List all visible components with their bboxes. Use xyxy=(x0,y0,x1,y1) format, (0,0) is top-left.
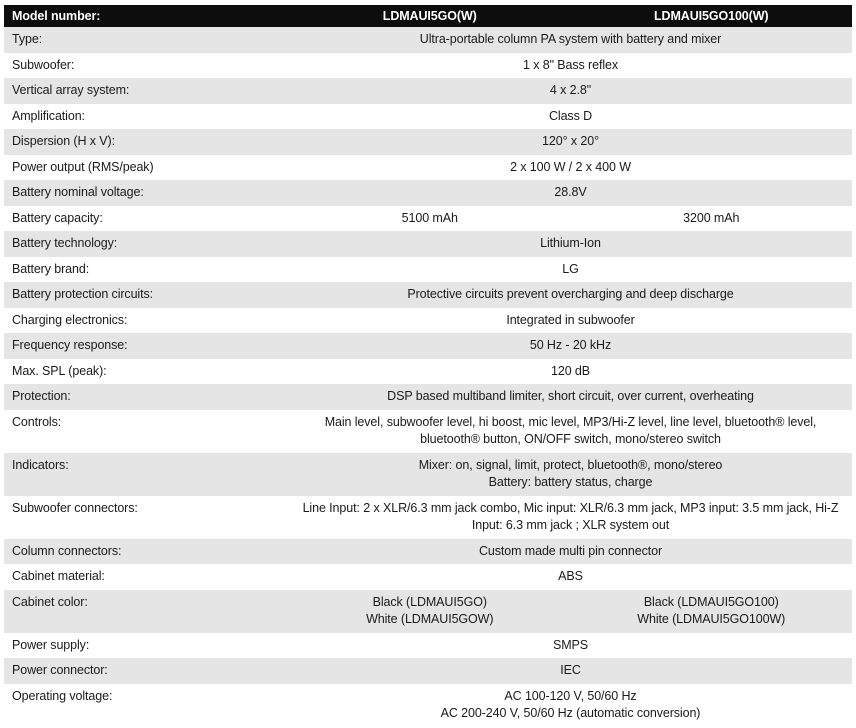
table-row xyxy=(4,633,852,659)
table-row xyxy=(4,27,852,53)
spec-label: Type: xyxy=(12,32,43,46)
spec-value-line: Class D xyxy=(548,108,593,123)
spec-label: Power output (RMS/peak) xyxy=(12,159,154,174)
spec-value xyxy=(289,82,852,100)
header-model-2: LDMAUI5GO100(W) xyxy=(654,9,769,23)
spec-value xyxy=(289,337,852,355)
spec-value-line: Ultra-portable column PA system with battery and mixer xyxy=(419,32,722,46)
table-row xyxy=(4,658,852,684)
spec-value-line: Protective circuits prevent overcharging and deep discharge xyxy=(407,287,734,301)
spec-label: Amplification: xyxy=(12,108,85,123)
table-row xyxy=(4,155,852,181)
table-row xyxy=(4,333,852,359)
spec-label: Frequency response: xyxy=(12,338,128,352)
spec-value-line: Mixer: on, signal, limit, protect, bluetooth®, mono/stereo xyxy=(418,457,723,472)
spec-value xyxy=(571,594,853,629)
spec-value-line: Main level, subwoofer level, hi boost, mic level, MP3/Hi-Z level, line level, bluetooth® level, xyxy=(324,414,817,429)
table-row xyxy=(4,282,852,308)
spec-value-line: IEC xyxy=(560,663,581,677)
table-row xyxy=(4,453,852,496)
table-row xyxy=(4,206,852,232)
spec-value-line: White (LDMAUI5GOW) xyxy=(366,612,494,626)
spec-value xyxy=(289,31,852,49)
spec-value-line: Input: 6.3 mm jack ; XLR system out xyxy=(471,518,670,532)
spec-label: Cabinet material: xyxy=(12,569,105,583)
spec-value-line: 120° x 20° xyxy=(542,134,599,148)
spec-value xyxy=(289,637,852,655)
spec-label: Battery technology: xyxy=(12,236,118,250)
header-model-number-label: Model number: xyxy=(12,9,101,23)
spec-value-line: DSP based multiband limiter, short circuit, over current, overheating xyxy=(387,389,754,403)
spec-label: Column connectors: xyxy=(12,543,122,558)
table-row xyxy=(4,684,852,727)
spec-value xyxy=(289,414,852,449)
spec-value xyxy=(289,662,852,680)
spec-value-line: Lithium-Ion xyxy=(540,236,601,250)
spec-table-body xyxy=(4,27,852,727)
spec-label: Battery brand: xyxy=(12,261,90,276)
table-row xyxy=(4,496,852,539)
table-row xyxy=(4,564,852,590)
spec-label: Subwoofer: xyxy=(12,57,75,72)
spec-value xyxy=(289,133,852,151)
spec-value xyxy=(289,312,852,330)
spec-value-line: Black (LDMAUI5GO) xyxy=(372,594,487,609)
spec-value-line: AC 100-120 V, 50/60 Hz xyxy=(504,688,637,703)
spec-value-line: AC 200-240 V, 50/60 Hz (automatic conversion) xyxy=(440,706,701,720)
spec-value-line: White (LDMAUI5GO100W) xyxy=(637,612,786,626)
spec-value-line: 1 x 8" Bass reflex xyxy=(522,57,619,72)
spec-value-line: Battery: battery status, charge xyxy=(488,475,653,489)
spec-value-line: 2 x 100 W / 2 x 400 W xyxy=(510,159,631,174)
spec-value-line: 50 Hz - 20 kHz xyxy=(529,338,612,352)
spec-value-line: 120 dB xyxy=(550,363,591,378)
spec-value xyxy=(289,363,852,381)
table-header-row xyxy=(4,5,852,27)
spec-value xyxy=(289,457,852,492)
spec-label: Battery protection circuits: xyxy=(12,287,154,301)
spec-value-line: Black (LDMAUI5GO100) xyxy=(643,594,779,609)
spec-value xyxy=(289,159,852,177)
spec-value-line: ABS xyxy=(558,569,583,583)
spec-value xyxy=(289,286,852,304)
spec-value xyxy=(571,210,853,228)
spec-value-line: 5100 mAh xyxy=(401,210,458,225)
spec-label: Vertical array system: xyxy=(12,83,130,97)
table-row xyxy=(4,78,852,104)
table-row xyxy=(4,257,852,283)
spec-label: Charging electronics: xyxy=(12,312,128,327)
spec-value xyxy=(289,688,852,723)
spec-value xyxy=(289,57,852,75)
spec-value-line: 28.8V xyxy=(554,185,587,199)
spec-value xyxy=(289,500,852,535)
spec-value-line: Integrated in subwoofer xyxy=(506,312,635,327)
spec-label: Dispersion (H x V): xyxy=(12,134,115,148)
spec-label: Protection: xyxy=(12,389,71,403)
spec-label: Indicators: xyxy=(12,457,69,472)
spec-label: Battery capacity: xyxy=(12,210,103,225)
spec-value-line: LG xyxy=(562,261,579,276)
table-row xyxy=(4,180,852,206)
spec-value xyxy=(289,594,571,629)
spec-label: Cabinet color: xyxy=(12,594,88,609)
spec-label: Battery nominal voltage: xyxy=(12,185,144,199)
spec-label: Power connector: xyxy=(12,663,108,677)
spec-value-line: 4 x 2.8" xyxy=(549,83,592,97)
table-row xyxy=(4,590,852,633)
spec-value xyxy=(289,261,852,279)
spec-value xyxy=(289,235,852,253)
spec-value-line: Custom made multi pin connector xyxy=(478,543,663,558)
spec-value-line: 3200 mAh xyxy=(683,210,740,225)
spec-value xyxy=(289,568,852,586)
spec-label: Controls: xyxy=(12,414,62,429)
table-row xyxy=(4,104,852,130)
spec-value xyxy=(289,184,852,202)
table-row xyxy=(4,539,852,565)
header-model-1: LDMAUI5GO(W) xyxy=(382,9,477,23)
table-row xyxy=(4,53,852,79)
spec-value xyxy=(289,388,852,406)
spec-label: Power supply: xyxy=(12,637,90,652)
spec-label: Max. SPL (peak): xyxy=(12,363,107,378)
spec-label: Operating voltage: xyxy=(12,688,113,703)
spec-value-line: SMPS xyxy=(552,637,589,652)
table-row xyxy=(4,384,852,410)
table-row xyxy=(4,410,852,453)
table-row xyxy=(4,308,852,334)
table-row xyxy=(4,359,852,385)
table-row xyxy=(4,129,852,155)
spec-value xyxy=(289,543,852,561)
spec-value xyxy=(289,108,852,126)
spec-value-line: Line Input: 2 x XLR/6.3 mm jack combo, Mic input: XLR/6.3 mm jack, MP3 input: 3.5 mm jack, Hi-Z xyxy=(302,500,839,515)
spec-value-line: bluetooth® button, ON/OFF switch, mono/stereo switch xyxy=(420,432,721,446)
spec-label: Subwoofer connectors: xyxy=(12,500,138,515)
table-row xyxy=(4,231,852,257)
spec-value xyxy=(289,210,571,228)
